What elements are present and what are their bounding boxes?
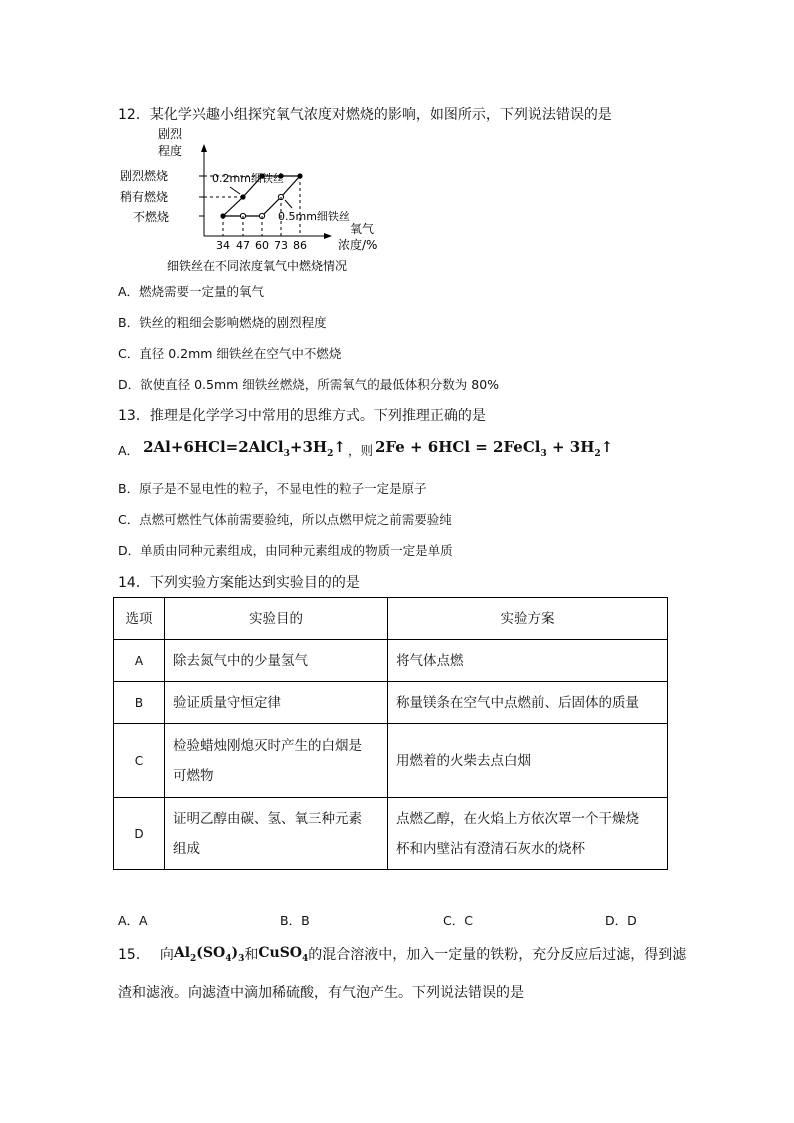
series-0.5mm-label: 0.5mm细铁丝 [278, 210, 350, 223]
table-row [114, 640, 668, 682]
row-plan [388, 798, 668, 870]
q14-answer-d: D．D [605, 913, 637, 928]
x-axis-label-1: 氧气 [350, 222, 375, 236]
q12-figure [110, 124, 410, 276]
series-0.5mm-leader [285, 200, 292, 208]
q15-to: 向 [159, 947, 174, 963]
q15-number: 15． [118, 947, 150, 963]
header-option: 选项 [114, 598, 165, 640]
q13-option-b: B．原子是不显电性的粒子，不显电性的粒子一定是原子 [118, 481, 427, 496]
row-option: D [114, 798, 165, 870]
x-tick-label: 73 [274, 239, 288, 252]
row-plan: 称量镁条在空气中点燃前、后固体的质量 [388, 682, 668, 724]
q15-and: 和 [244, 947, 259, 963]
formula-al-hcl: $2Al+6HCl=2AlCl_3+3H_2↑$ [143, 438, 346, 459]
q15-line1-rest: 的混合溶液中，加入一定量的铁粉，充分反应后过滤，得到滤 [308, 947, 687, 963]
row-plan-line: 点燃乙醇，在火焰上方依次罩一个干燥烧 [396, 810, 639, 827]
q12-option-d: D．欲使直径 0.5mm 细铁丝燃烧，所需氧气的最低体积分数为 80% [118, 377, 500, 392]
row-plan-line: 杯和内壁沾有澄清石灰水的烧杯 [396, 840, 585, 857]
row-option: C [114, 724, 165, 798]
row-goal: 除去氮气中的少量氢气 [165, 640, 388, 682]
formula-al2so43: $Al_2(SO_4)_3$ [173, 945, 245, 964]
row-plan: 将气体点燃 [388, 640, 668, 682]
q13-option-c: C．点燃可燃性气体前需要验纯，所以点燃甲烷之前需要验纯 [118, 512, 452, 527]
x-axis-arrow [324, 233, 332, 239]
x-tick-label: 34 [216, 239, 230, 252]
level-low-label: 不燃烧 [133, 210, 170, 224]
table-row [114, 682, 668, 724]
row-goal: 验证质量守恒定律 [165, 682, 388, 724]
header-goal: 实验目的 [165, 598, 388, 640]
series-0.2mm-label: 0.2mm细铁丝 [212, 172, 284, 185]
q13-option-d: D．单质由同种元素组成，由同种元素组成的物质一定是单质 [118, 543, 453, 558]
q14-answer-a: A．A [118, 913, 148, 928]
q15-line1 [118, 944, 686, 964]
table-row [114, 724, 668, 798]
q12-option-b: B．铁丝的粗细会影响燃烧的剧烈程度 [118, 315, 327, 330]
y-axis-label-1: 剧烈 [158, 127, 183, 141]
x-tick-label: 86 [293, 239, 307, 252]
x-axis-label-2: 浓度/% [338, 238, 378, 252]
level-high-label: 剧烈燃烧 [120, 169, 169, 183]
q15-line2: 渣和滤液。向滤渣中滴加稀硫酸，有气泡产生。下列说法错误的是 [118, 985, 524, 1001]
x-tick-label: 47 [236, 239, 250, 252]
figure-caption: 细铁丝在不同浓度氧气中燃烧情况 [167, 259, 348, 273]
level-mid-label: 稍有燃烧 [120, 190, 169, 204]
formula-fe-hcl: 2Fe + 6HCl = 2FeCl$_3$ + $3H_2↑$ [374, 438, 614, 459]
q14-answer-b: B．B [280, 913, 310, 928]
q14-answer-c: C．C [443, 913, 473, 928]
row-goal-line: 证明乙醇由碳、氢、氧三种元素 [173, 810, 362, 827]
row-goal-line: 可燃物 [173, 767, 214, 784]
row-goal-line: 检验蜡烛刚熄灭时产生的白烟是 [173, 737, 362, 754]
q14-stem: 14．下列实验方案能达到实验目的的是 [118, 575, 360, 591]
x-tick-label: 60 [255, 239, 269, 252]
row-goal [165, 724, 388, 798]
q13-option-a-then: ，则 [347, 443, 373, 458]
table-row [114, 798, 668, 870]
experiment-table [113, 597, 668, 870]
row-option: A [114, 640, 165, 682]
y-axis-arrow [201, 144, 207, 152]
q12-option-a: A．燃烧需要一定量的氧气 [118, 284, 265, 299]
row-goal-line: 组成 [173, 840, 200, 857]
q13-stem: 13．推理是化学学习中常用的思维方式。下列推理正确的是 [118, 408, 486, 424]
header-plan: 实验方案 [388, 598, 668, 640]
q13-option-a-prefix: A． [118, 443, 140, 458]
q12-stem: 12．某化学兴趣小组探究氧气浓度对燃烧的影响，如图所示，下列说法错误的是 [118, 107, 612, 123]
q12-option-c: C．直径 0.2mm 细铁丝在空气中不燃烧 [118, 346, 342, 361]
table-header-row [114, 598, 668, 640]
row-plan: 用燃着的火柴去点白烟 [388, 724, 668, 798]
y-axis-label-2: 程度 [158, 144, 183, 158]
row-option: B [114, 682, 165, 724]
row-goal [165, 798, 388, 870]
formula-cuso4: CuSO$_4$ [258, 945, 309, 964]
q13-option-a [118, 438, 613, 459]
series-0.2mm-leader [230, 187, 240, 194]
